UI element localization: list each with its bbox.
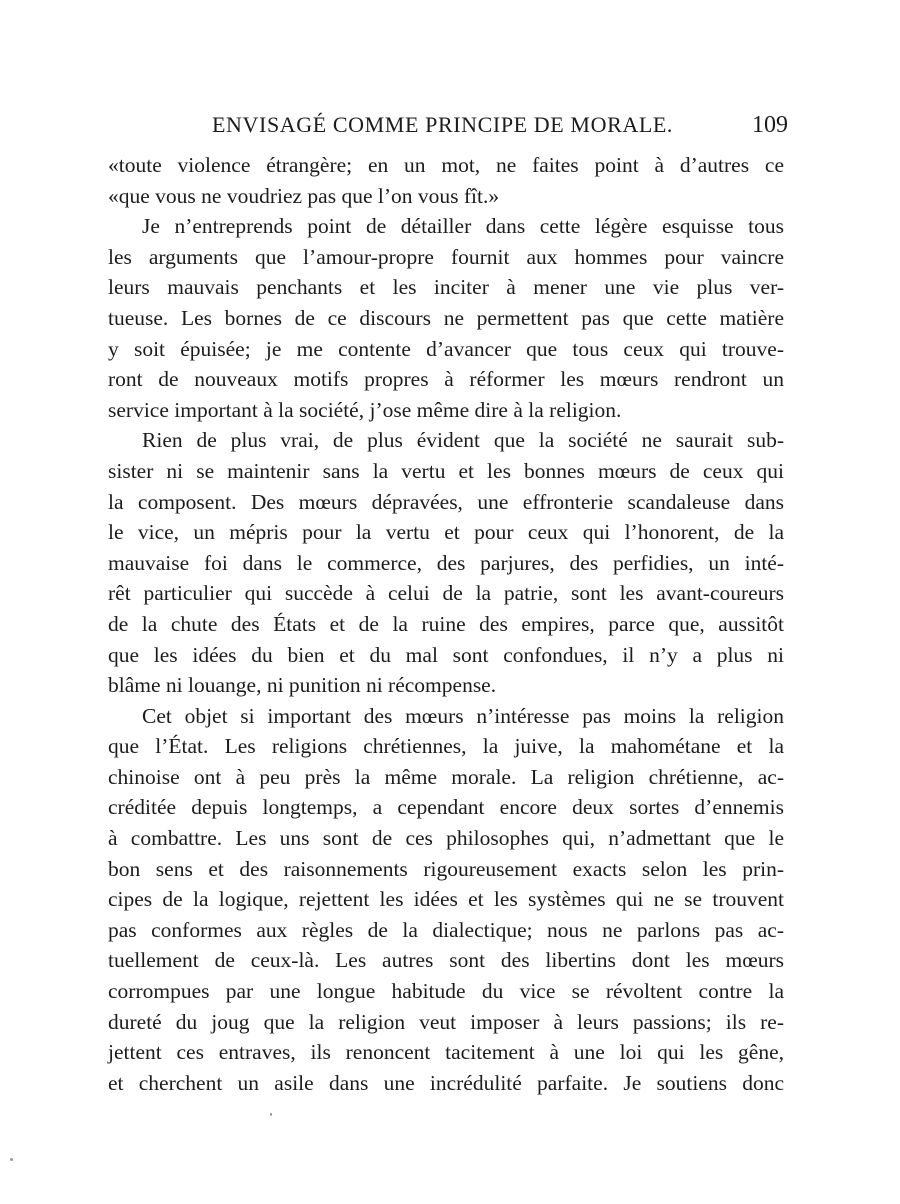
text-line: jettent ces entraves, ils renoncent tacitement à une loi qui les gêne, [108, 1040, 784, 1065]
text-line: y soit épuisée; je me contente d’avancer que tous ceux qui trouve- [108, 336, 784, 361]
text-line: que l’État. Les religions chrétiennes, la juive, la mahométane et la [108, 734, 784, 759]
paragraph-first-line: Cet objet si important des mœurs n’intéresse pas moins la religion [142, 703, 784, 728]
page-number: 109 [752, 112, 788, 138]
text-line: tueuse. Les bornes de ce discours ne permettent pas que cette matière [108, 305, 784, 330]
text-line: bon sens et des raisonnements rigoureusement exacts selon les prin- [108, 856, 784, 881]
paper-speck [270, 1113, 272, 1116]
paragraph-first-line: Je n’entreprends point de détailler dans cette légère esquisse tous [142, 214, 784, 239]
text-line: corrompues par une longue habitude du vice se révoltent contre la [108, 979, 784, 1004]
text-line: blâme ni louange, ni punition ni récompense. [108, 673, 497, 698]
text-line: leurs mauvais penchants et les inciter à mener une vie plus ver- [108, 275, 784, 300]
text-line: le vice, un mépris pour la vertu et pour ceux qui l’honorent, de la [108, 520, 784, 545]
text-line: «que vous ne voudriez pas que l’on vous fît.» [108, 183, 500, 208]
text-line: chinoise ont à peu près la même morale. La religion chrétienne, ac- [108, 764, 784, 789]
text-line: les arguments que l’amour-propre fournit aux hommes pour vaincre [108, 244, 784, 269]
body-text [108, 150, 784, 1098]
text-line: sister ni se maintenir sans la vertu et les bonnes mœurs de ceux qui [108, 458, 784, 483]
text-line: de la chute des États et de la ruine des empires, parce que, aussitôt [108, 611, 784, 636]
text-line: à combattre. Les uns sont de ces philosophes qui, n’admettant que le [108, 826, 784, 851]
paper-speck [10, 1158, 13, 1161]
text-line: créditée depuis longtemps, a cependant encore deux sortes d’ennemis [108, 795, 784, 820]
text-line: que les idées du bien et du mal sont confondues, il n’y a plus ni [108, 642, 784, 667]
text-line: ront de nouveaux motifs propres à réformer les mœurs rendront un [108, 367, 784, 392]
text-line: mauvaise foi dans le commerce, des parjures, des perfidies, un inté- [108, 550, 784, 575]
text-line: service important à la société, j’ose même dire à la religion. [108, 397, 622, 422]
text-line: «toute violence étrangère; en un mot, ne faites point à d’autres ce [108, 153, 784, 177]
paragraph-first-line: Rien de plus vrai, de plus évident que la société ne saurait sub- [142, 428, 784, 453]
text-line: dureté du joug que la religion veut imposer à leurs passions; ils re- [108, 1009, 784, 1034]
text-line: la composent. Des mœurs dépravées, une effronterie scandaleuse dans [108, 489, 784, 514]
text-line: et cherchent un asile dans une incrédulité parfaite. Je soutiens donc [108, 1070, 784, 1095]
text-line: rêt particulier qui succède à celui de la patrie, sont les avant-coureurs [108, 581, 784, 606]
running-head-title: ENVISAGÉ COMME PRINCIPE DE MORALE. [212, 112, 674, 137]
running-head [108, 109, 788, 141]
text-line: tuellement de ceux-là. Les autres sont des libertins dont les mœurs [108, 948, 784, 973]
text-line: pas conformes aux règles de la dialectique; nous ne parlons pas ac- [108, 917, 784, 942]
text-line: cipes de la logique, rejettent les idées et les systèmes qui ne se trouvent [108, 887, 784, 912]
